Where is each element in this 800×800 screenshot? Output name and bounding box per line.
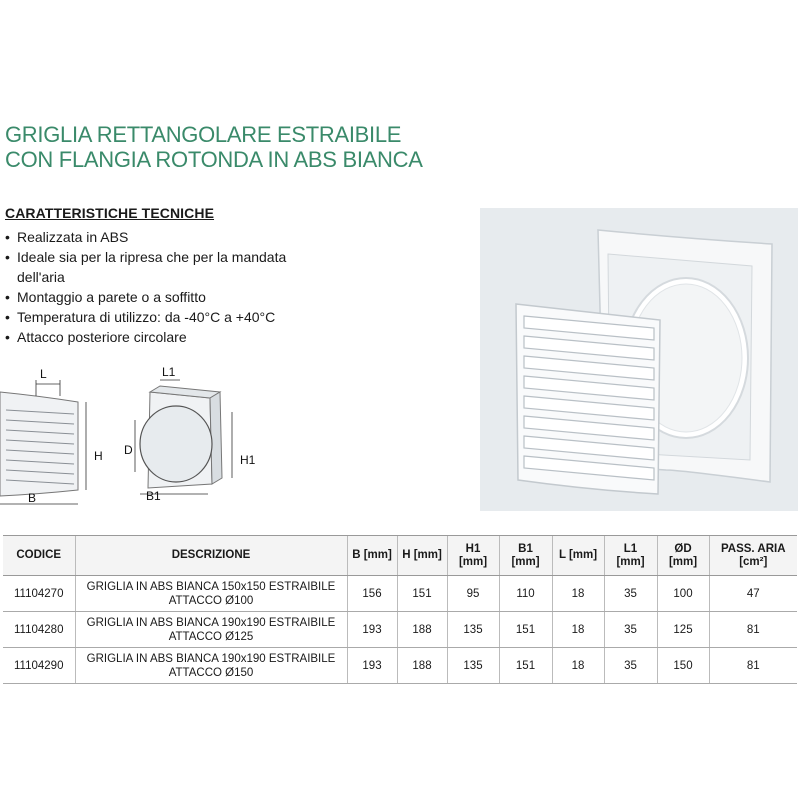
cell-b1: 110 (499, 576, 552, 612)
column-header: CODICE (3, 536, 75, 576)
table-header-row (3, 536, 797, 576)
column-header: L1 [mm] (604, 536, 657, 576)
title-line-2: CON FLANGIA ROTONDA IN ABS BIANCA (5, 147, 423, 172)
cell-h1: 135 (447, 648, 499, 684)
column-header: L [mm] (552, 536, 604, 576)
cell-codice: 11104290 (3, 648, 75, 684)
dim-label-L1: L1 (162, 365, 176, 379)
technical-drawings (0, 362, 270, 512)
cell-b: 193 (347, 612, 397, 648)
cell-descrizione: GRIGLIA IN ABS BIANCA 190x190 ESTRAIBILE ATTACCO Ø125 (75, 612, 347, 648)
cell-l1: 35 (604, 576, 657, 612)
title-line-1: GRIGLIA RETTANGOLARE ESTRAIBILE (5, 122, 402, 147)
column-header: PASS. ARIA [cm²] (709, 536, 797, 576)
dim-label-H: H (94, 449, 103, 463)
cell-l1: 35 (604, 612, 657, 648)
dim-label-B1: B1 (146, 489, 161, 503)
dim-label-D: D (124, 443, 133, 457)
cell-d: 125 (657, 612, 709, 648)
specs-heading: CARATTERISTICHE TECNICHE (5, 205, 215, 221)
table-row (3, 576, 797, 612)
spec-item: • Ideale sia per la ripresa che per la mandata dell'aria (5, 247, 335, 287)
table-row (3, 648, 797, 684)
cell-pass-aria: 47 (709, 576, 797, 612)
cell-b1: 151 (499, 648, 552, 684)
dim-label-H1: H1 (240, 453, 256, 467)
cell-d: 150 (657, 648, 709, 684)
cell-pass-aria: 81 (709, 612, 797, 648)
product-table (3, 535, 797, 684)
column-header: DESCRIZIONE (75, 536, 347, 576)
column-header: H1 [mm] (447, 536, 499, 576)
cell-h: 151 (397, 576, 447, 612)
cell-h: 188 (397, 648, 447, 684)
spec-item: • Realizzata in ABS (5, 227, 335, 247)
cell-h: 188 (397, 612, 447, 648)
grille-illustration (480, 208, 798, 511)
product-photo (480, 208, 798, 511)
spec-item: • Attacco posteriore circolare (5, 327, 335, 347)
cell-descrizione: GRIGLIA IN ABS BIANCA 190x190 ESTRAIBILE ATTACCO Ø150 (75, 648, 347, 684)
cell-h1: 135 (447, 612, 499, 648)
cell-pass-aria: 81 (709, 648, 797, 684)
spec-item: • Montaggio a parete o a soffitto (5, 287, 335, 307)
cell-codice: 11104280 (3, 612, 75, 648)
cell-l: 18 (552, 612, 604, 648)
cell-l1: 35 (604, 648, 657, 684)
cell-l: 18 (552, 648, 604, 684)
cell-codice: 11104270 (3, 576, 75, 612)
dim-label-B: B (28, 491, 37, 505)
column-header: H [mm] (397, 536, 447, 576)
technical-specs (5, 205, 335, 347)
column-header: ØD [mm] (657, 536, 709, 576)
column-header: B [mm] (347, 536, 397, 576)
cell-h1: 95 (447, 576, 499, 612)
spec-item: • Temperatura di utilizzo: da -40°C a +40°C (5, 307, 335, 327)
cell-b: 156 (347, 576, 397, 612)
column-header: B1 [mm] (499, 536, 552, 576)
cell-descrizione: GRIGLIA IN ABS BIANCA 150x150 ESTRAIBILE ATTACCO Ø100 (75, 576, 347, 612)
side-view-diagram (124, 365, 256, 503)
cell-d: 100 (657, 576, 709, 612)
cell-l: 18 (552, 576, 604, 612)
specs-list (5, 227, 335, 347)
cell-b: 193 (347, 648, 397, 684)
front-view-diagram (0, 367, 103, 505)
product-title (5, 122, 423, 172)
table-row (3, 612, 797, 648)
dimension-diagrams (0, 362, 270, 512)
cell-b1: 151 (499, 612, 552, 648)
dim-label-L: L (40, 367, 47, 381)
